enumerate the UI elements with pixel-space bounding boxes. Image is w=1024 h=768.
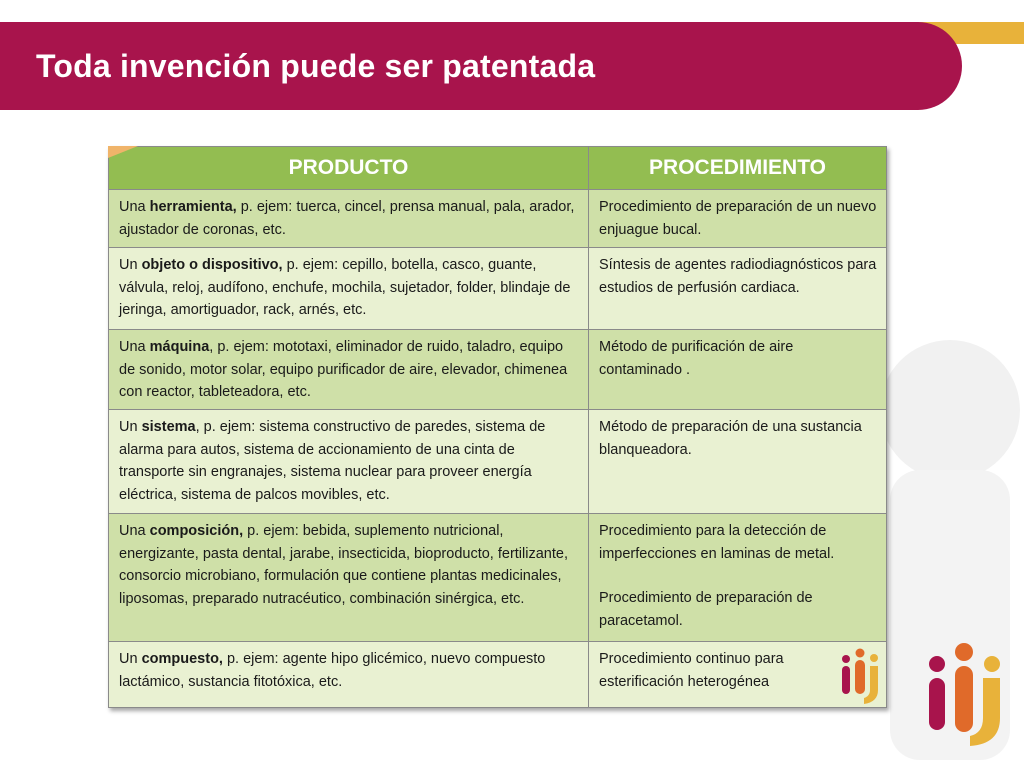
- procedimiento-cell: Método de purificación de aire contaminado .: [589, 330, 887, 410]
- producto-cell: Un sistema, p. ejem: sistema constructivo de paredes, sistema de alarma para autos, sistema de accionamiento de una cinta de transporte sin engranajes, sistema nuclear para proveer energía eléctrica, sistema de palcos movibles, etc.: [109, 410, 589, 514]
- table-corner-tab: [108, 146, 138, 158]
- producto-cell: Una composición, p. ejem: bebida, suplemento nutricional, energizante, pasta dental, jarabe, insecticida, bioproducto, fertilizante, consorcio microbiano, formulación que contiene plantas medicinales, liposomas, preparado nutracéutico, combinación sinérgica, etc.: [109, 514, 589, 642]
- producto-cell: Un compuesto, p. ejem: agente hipo glicémico, nuevo compuesto lactámico, sustancia fitotóxica, etc.: [109, 642, 589, 708]
- top-white-strip: [0, 0, 1024, 22]
- table-row: [109, 514, 887, 642]
- procedimiento-cell: Método de preparación de una sustancia blanqueadora.: [589, 410, 887, 514]
- producto-cell: Una máquina, p. ejem: mototaxi, eliminador de ruido, taladro, equipo de sonido, motor solar, equipo purificador de aire, elevador, chimenea con reactor, tableteadora, etc.: [109, 330, 589, 410]
- slide-title: Toda invención puede ser patentada: [36, 48, 596, 84]
- procedimiento-cell: Síntesis de agentes radiodiagnósticos para estudios de perfusión cardiaca.: [589, 248, 887, 330]
- invention-table-wrapper: [108, 146, 886, 708]
- table-row: [109, 410, 887, 514]
- producto-cell: Una herramienta, p. ejem: tuerca, cincel, prensa manual, pala, arador, ajustador de coronas, etc.: [109, 190, 589, 248]
- header-procedimiento: PROCEDIMIENTO: [589, 147, 887, 190]
- procedimiento-cell: Procedimiento continuo para esterificación heterogénea: [589, 642, 887, 708]
- header-producto: PRODUCTO: [109, 147, 589, 190]
- logo-figures-icon: [838, 646, 886, 706]
- table-header-row: [109, 147, 887, 190]
- table-row: [109, 642, 887, 708]
- producto-cell: Un objeto o dispositivo, p. ejem: cepillo, botella, casco, guante, válvula, reloj, audífono, enchufe, mochila, sujetador, folder, blindaje de jeringa, amortiguador, rack, arnés, etc.: [109, 248, 589, 330]
- procedimiento-cell: Procedimiento para la detección de imperfecciones en laminas de metal. Procedimiento de preparación de paracetamol.: [589, 514, 887, 642]
- invention-table: [108, 146, 887, 708]
- table-row: [109, 330, 887, 410]
- table-row: [109, 248, 887, 330]
- procedimiento-cell: Procedimiento de preparación de un nuevo enjuague bucal.: [589, 190, 887, 248]
- table-row: [109, 190, 887, 248]
- logo-figures-icon: [924, 640, 1008, 746]
